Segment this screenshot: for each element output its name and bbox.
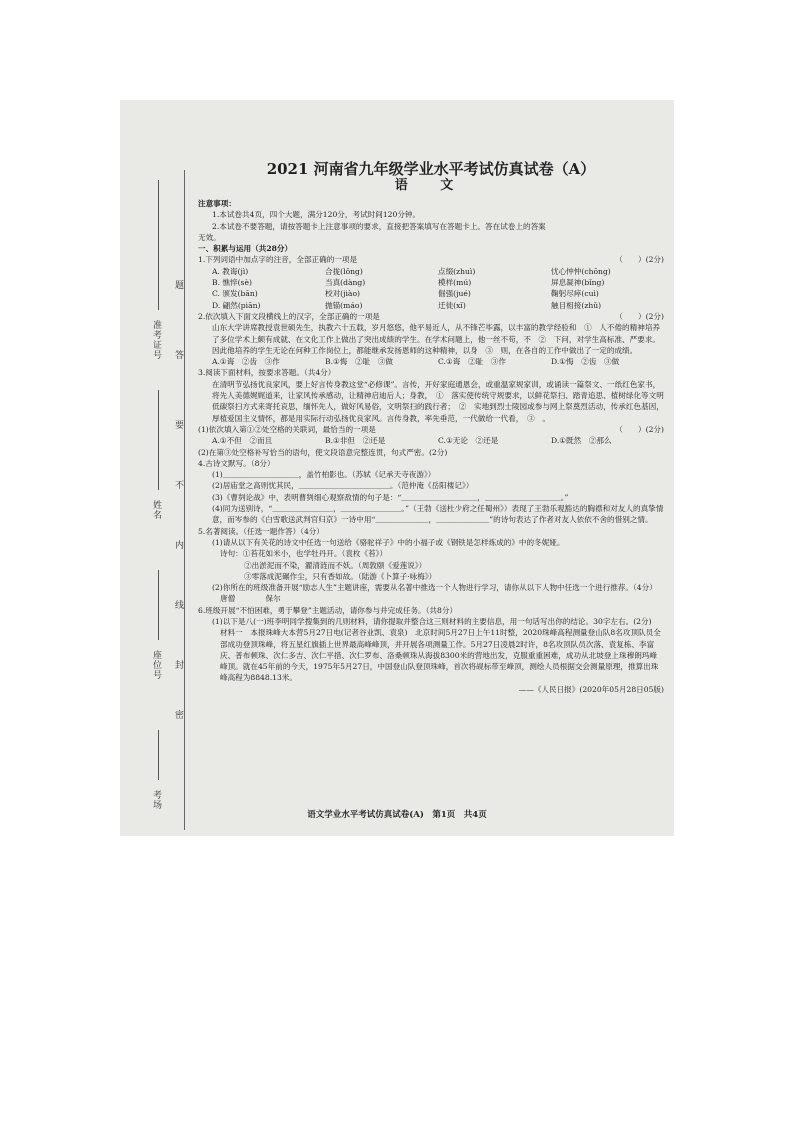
q1-d-2: 抛锚(máo) — [325, 300, 363, 310]
q1-score: （ ）(2分) — [615, 255, 664, 265]
seal-char-6: 要 — [173, 420, 183, 430]
seat-no-field — [158, 570, 159, 640]
q1-a-3: 点缀(zhuì) — [438, 266, 476, 276]
seal-char-7: 答 — [173, 350, 183, 360]
q3-stem: 3.阅读下面材料，按要求答题。（共4分） — [198, 368, 336, 378]
q1-option-c — [198, 288, 664, 299]
exam-content — [198, 160, 664, 695]
q2-options — [198, 356, 664, 367]
q1-option-b — [198, 277, 664, 288]
section1-heading: 一、积累与运用（共28分） — [198, 244, 293, 254]
q3-sub1-options — [198, 435, 664, 446]
q1-d-1: D. 翩然(piān) — [212, 300, 261, 310]
q4-stem: 4.古诗文默写。（8分） — [198, 458, 275, 468]
q5-stem: 5.名著阅读。（任选一题作答）（4分） — [198, 526, 324, 536]
q1-b-1: B. 憔悴(sè) — [212, 278, 252, 288]
q6-stem: 6.班级开展“不怕困难，勇于攀登”主题活动，请你参与并完成任务。（共8分） — [198, 605, 458, 615]
notes-heading: 注意事项： — [198, 199, 236, 208]
q1-b-4: 屏息凝神(bǐng) — [551, 278, 605, 288]
q3-passage: 在清明节弘扬优良家风，要上好言传身教这堂“必修课”。言传，开好家庭通恩会，或重温家规家训，或诵读一篇祭文、一纸红色家书，将先人美德娓娓道来，让家风传承感动，让精神启迪后人；身教， ① 落实使传统守规要求，以鲜花祭扫、踏青追思、植树绿化等文明低碳祭扫方式来寄托哀思，缅怀先人，做好风易俗，文明祭扫的践行者； ② 实地到烈士陵园或参与网上祭奠烈活动，传承红色基因，厚植爱国主义情怀，都是用实际行动弘扬优良家风。言传身教，率先垂范，一代做给一代看， ③ 。 — [212, 379, 664, 423]
page-title: 2021 河南省九年级学业水平考试仿真试卷（A） — [266, 160, 596, 178]
page-footer: 语文学业水平考试仿真试卷(A) 第1页 共4页 — [307, 810, 487, 820]
name-label: 姓名 — [151, 500, 161, 520]
q1-option-d — [198, 300, 664, 311]
q2-passage: 山东大学讲席教授袁世硕先生，执教六十五载，岁月悠悠，他平易近人，从不锋芒毕露，以丰富的教学经验和 ① 人不倦的精神培养了多位学术上颇有成就、在文化工作上做出了突出成绩的学生。在学术问题上，他一丝不苟，不 ② 下问，对学生高标准、严要求。因此他培养的学生无论在何种工作岗位上，都能继承发扬恩师的这种精神，以身 ③ 则，在各自的工作中做出了一定的成绩。 — [212, 323, 661, 355]
binding-line — [184, 170, 185, 830]
q1-c-1: C. 颁发(bān) — [212, 289, 258, 299]
q1-d-4: 触目相接(zhǔ) — [551, 300, 602, 310]
q1-d-3: 迁徙(xǐ) — [438, 300, 466, 310]
q5-verse-3: ③零落成泥碾作尘，只有香如故。（陆游《卜算子·咏梅》） — [244, 571, 437, 581]
q1-option-a — [198, 266, 664, 277]
seat-no-label: 座位号 — [151, 650, 161, 680]
q5-verse-1: 诗句：①苔花如米小，也学牡丹开。（袁枚《苔》） — [220, 549, 388, 559]
q4-line-2: (2)居庙堂之高则忧其民，＿＿＿＿＿＿＿＿＿＿＿＿。（范仲淹《岳阳楼记》） — [212, 481, 474, 491]
q1-stem-row — [198, 254, 664, 265]
q6-source: ——《人民日报》(2020年05月28日05版) — [518, 684, 664, 694]
exam-room-label: 考场 — [151, 790, 161, 810]
q3-sub2: (2)在第③处空格补写恰当的语句，使文段语意完整连贯，句式严密。(2分) — [198, 447, 448, 457]
seal-char-5: 不 — [173, 480, 183, 490]
q2-score: （ ）(2分) — [615, 311, 664, 321]
subject-title: 语 文 — [394, 178, 468, 193]
q3-sub1: (1)依次填入第①②处空格的关联词，最恰当的一项是 — [198, 424, 376, 434]
binding-gutter — [128, 170, 206, 830]
q5-sub2: (2)你所在的班级准备开展“励志人生”主题讲座，需要从名著中推选一个人物进行学习，请你从以下人物中任选一个进行推荐。（4分） — [212, 583, 657, 593]
seal-char-2: 封 — [173, 660, 183, 670]
q4-line-4: (4)同为送别诗，“＿＿＿＿＿＿＿＿，＿＿＿＿＿＿＿＿。”（王勃《送杜少府之任蜀州》）表现了王勃乐观豁达的胸襟和对友人的真挚情意，而岑参的《白雪歌送武判官归京》一诗中用“＿＿＿＿＿＿＿，＿＿＿＿＿＿＿”的诗句表达了作者对友人依依不舍的惜别之情。 — [212, 504, 664, 525]
q2-option-a: A.①诲 ②齿 ③作 — [212, 357, 280, 367]
seal-char-3: 线 — [173, 600, 183, 610]
q1-b-2: 当真(dàng) — [325, 278, 366, 288]
q3-sub1-score: （ ）(2分) — [615, 424, 664, 434]
q4-line-1: (1)＿＿＿＿＿＿＿＿＿＿，盖竹柏影也。（苏轼《记承天寺夜游》） — [212, 470, 436, 480]
note-2-cont: 无效。 — [198, 232, 221, 242]
seal-char-4: 内 — [173, 540, 183, 550]
q3-option-d: D.①既然 ②那么 — [551, 436, 612, 446]
seal-char-1: 密 — [173, 710, 183, 720]
q4-line-3: (3)《曹刿论战》中，表明曹刿细心观察敌情的句子是：“＿＿＿＿＿＿＿＿＿＿，＿＿＿＿＿＿＿＿＿＿。” — [212, 492, 569, 502]
note-1: 1.本试卷共4页，四个大题，满分120分，考试时间120分钟。 — [212, 210, 421, 220]
exam-room-field — [158, 730, 159, 780]
q6-sub1: (1)以下是八(一)班李明同学搜集到的几则材料，请你提取并整合这三则材料的主要信息，用一句话写出你的结论。30字左右。(2分) — [212, 616, 652, 626]
q1-b-3: 模样(mú) — [438, 278, 472, 288]
name-field — [158, 390, 159, 490]
q2-stem-row — [198, 311, 664, 322]
q1-a-2: 合拢(lǒng) — [325, 266, 363, 276]
exam-sheet — [120, 100, 674, 836]
q2-option-c: C.①诲 ②耻 ③作 — [438, 357, 506, 367]
q1-c-2: 校对(jiào) — [325, 289, 360, 299]
photo-frame — [120, 100, 674, 836]
q1-stem: 1.下列词语中加点字的注音，全部正确的一项是 — [198, 255, 358, 265]
q2-option-b: B.①悔 ②耻 ③做 — [325, 357, 393, 367]
admission-no-field — [158, 180, 159, 310]
q3-option-c: C.①无论 ②还是 — [438, 436, 499, 446]
q1-c-3: 倔强(jué) — [438, 289, 471, 299]
note-2: 2.本试卷不要答题，请按答题卡上注意事项的要求，直接把答案填写在答题卡上。答在试卷上的答案 — [212, 221, 546, 231]
q2-option-d: D.①悔 ②齿 ③做 — [551, 357, 620, 367]
q1-c-4: 鞠躬尽瘁(cuì) — [551, 289, 599, 299]
admission-no-label: 准考证号 — [151, 320, 161, 360]
q5-sub1: (1)请从以下有关花的诗文中任选一句送给《骆驼祥子》中的小福子或《钢铁是怎样炼成的》中的冬妮娅。 — [212, 537, 565, 547]
seal-char-8: 题 — [173, 280, 183, 290]
q5-sub2-options: 唐僧 保尔 — [220, 594, 281, 604]
q3-option-a: A.①不但 ②而且 — [212, 436, 273, 446]
q1-a-4: 忧心忡忡(chōng) — [551, 266, 611, 276]
q5-verse-2: ②出淤泥而不染，濯清涟而不妖。（周敦颐《爱莲说》） — [244, 560, 427, 570]
q2-stem: 2.依次填入下面文段横线上的汉字，全部正确的一项是 — [198, 311, 380, 321]
q3-sub1-row — [198, 424, 664, 435]
q3-option-b: B.①非但 ②还是 — [325, 436, 386, 446]
q1-a-1: A. 教诲(jì) — [212, 266, 249, 276]
q6-material-1: 材料一 本报珠峰大本营5月27日电(记者谷业凯、袁泉) 北京时间5月27日上午11时整，2020珠峰高程测量登山队8名攻顶队员全部成功登顶珠峰，将五星红旗插上世界最高峰峰顶，并开展各项测量工作。5月27日凌晨2时许，8名攻顶队员次落、袁复栋、李富庆、普布顿珠、次仁多吉、次仁平措、次仁罗布、洛桑顿珠从海拔8300米的营地出发，克服重重困难，成功从北坡登上珠穆朗玛峰峰顶。就在45年前的今天，1975年5月27日，中国登山队登顶珠峰，首次将觇标带至峰顶，测绘人员根据交会测量原理，推算出珠峰高程为8848.13米。 — [220, 628, 661, 683]
